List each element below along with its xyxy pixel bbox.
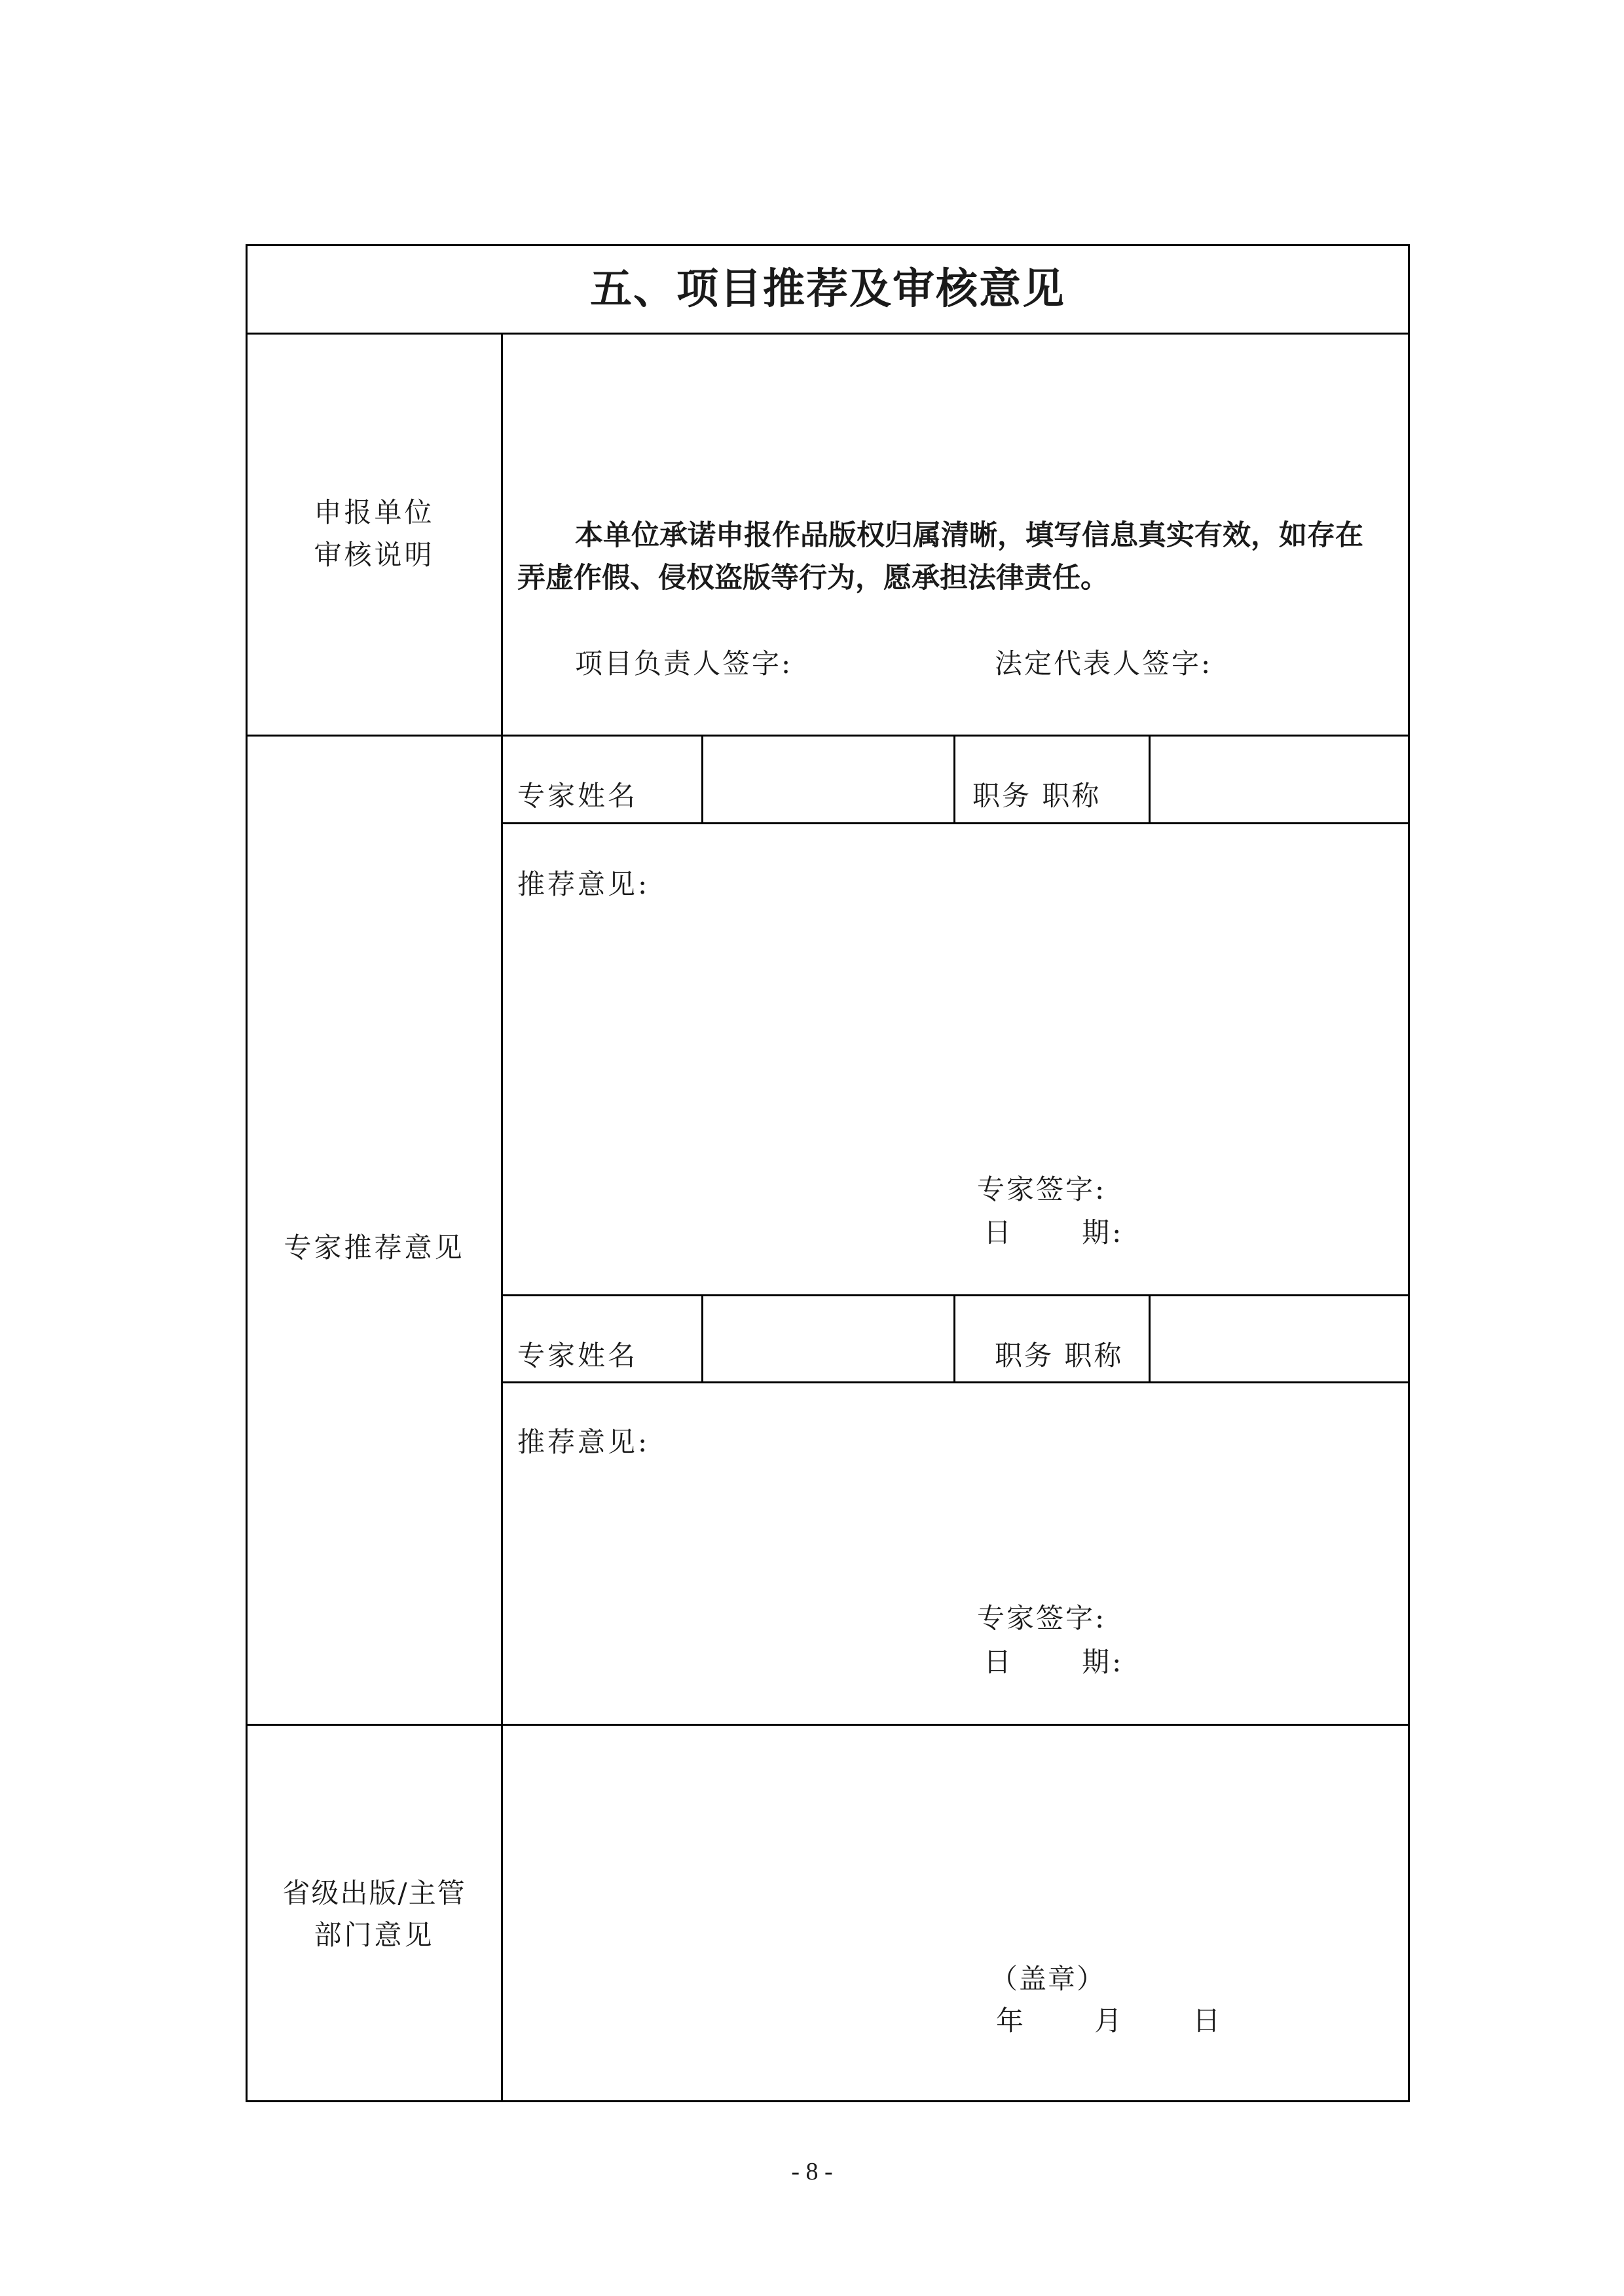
row-divider-provincial xyxy=(246,1724,1410,1726)
row-divider-expert2-header xyxy=(501,1381,1410,1383)
expert2-opinion-label: 推荐意见: xyxy=(517,1426,650,1458)
page-title: 五、项目推荐及审核意见 xyxy=(590,265,1065,314)
row-divider-applicant xyxy=(246,735,1410,737)
expert1-title-label: 职务 职称 xyxy=(972,780,1101,812)
expert2-date-label: 日 期: xyxy=(984,1646,1124,1678)
label-column-divider xyxy=(501,333,503,2102)
expert-section-label: 专家推荐意见 xyxy=(284,1231,465,1264)
applicant-statement-line2: 弄虚作假、侵权盗版等行为，愿承担法律责任。 xyxy=(517,562,1109,594)
provincial-label-line1: 省级出版/主管 xyxy=(282,1877,466,1909)
expert2-divider-c xyxy=(1149,1294,1151,1383)
expert2-signature-label: 专家签字: xyxy=(977,1602,1107,1634)
table-border-top xyxy=(246,244,1410,246)
expert2-divider-a xyxy=(701,1294,703,1383)
expert1-divider-a xyxy=(701,735,703,824)
seal-label: （盖章） xyxy=(990,1963,1106,1995)
row-divider-expert2-top xyxy=(501,1294,1410,1296)
expert1-divider-c xyxy=(1149,735,1151,824)
legal-rep-signature-label: 法定代表人签字: xyxy=(995,647,1213,680)
expert2-name-label: 专家姓名 xyxy=(517,1339,638,1372)
table-border-right xyxy=(1408,244,1410,2102)
applicant-label-line1: 申报单位 xyxy=(314,496,435,528)
expert1-signature-label: 专家签字: xyxy=(977,1173,1107,1205)
project-lead-signature-label: 项目负责人签字: xyxy=(575,647,793,680)
provincial-date-label: 年 月 日 xyxy=(996,2005,1223,2037)
applicant-label-line2: 审核说明 xyxy=(314,539,435,571)
expert1-date-label: 日 期: xyxy=(984,1216,1124,1248)
row-divider-title xyxy=(246,333,1410,335)
applicant-statement-line1: 本单位承诺申报作品版权归属清晰，填写信息真实有效，如存在 xyxy=(575,519,1363,552)
expert2-title-label: 职务 职称 xyxy=(995,1339,1124,1372)
row-divider-expert1-header xyxy=(501,822,1410,824)
page-number: - 8 - xyxy=(791,2158,833,2185)
expert1-name-label: 专家姓名 xyxy=(517,780,638,812)
provincial-label-line2: 部门意见 xyxy=(314,1919,435,1951)
expert1-divider-b xyxy=(953,735,955,824)
table-border-bottom xyxy=(246,2100,1410,2102)
expert1-opinion-label: 推荐意见: xyxy=(517,868,650,900)
expert2-divider-b xyxy=(953,1294,955,1383)
